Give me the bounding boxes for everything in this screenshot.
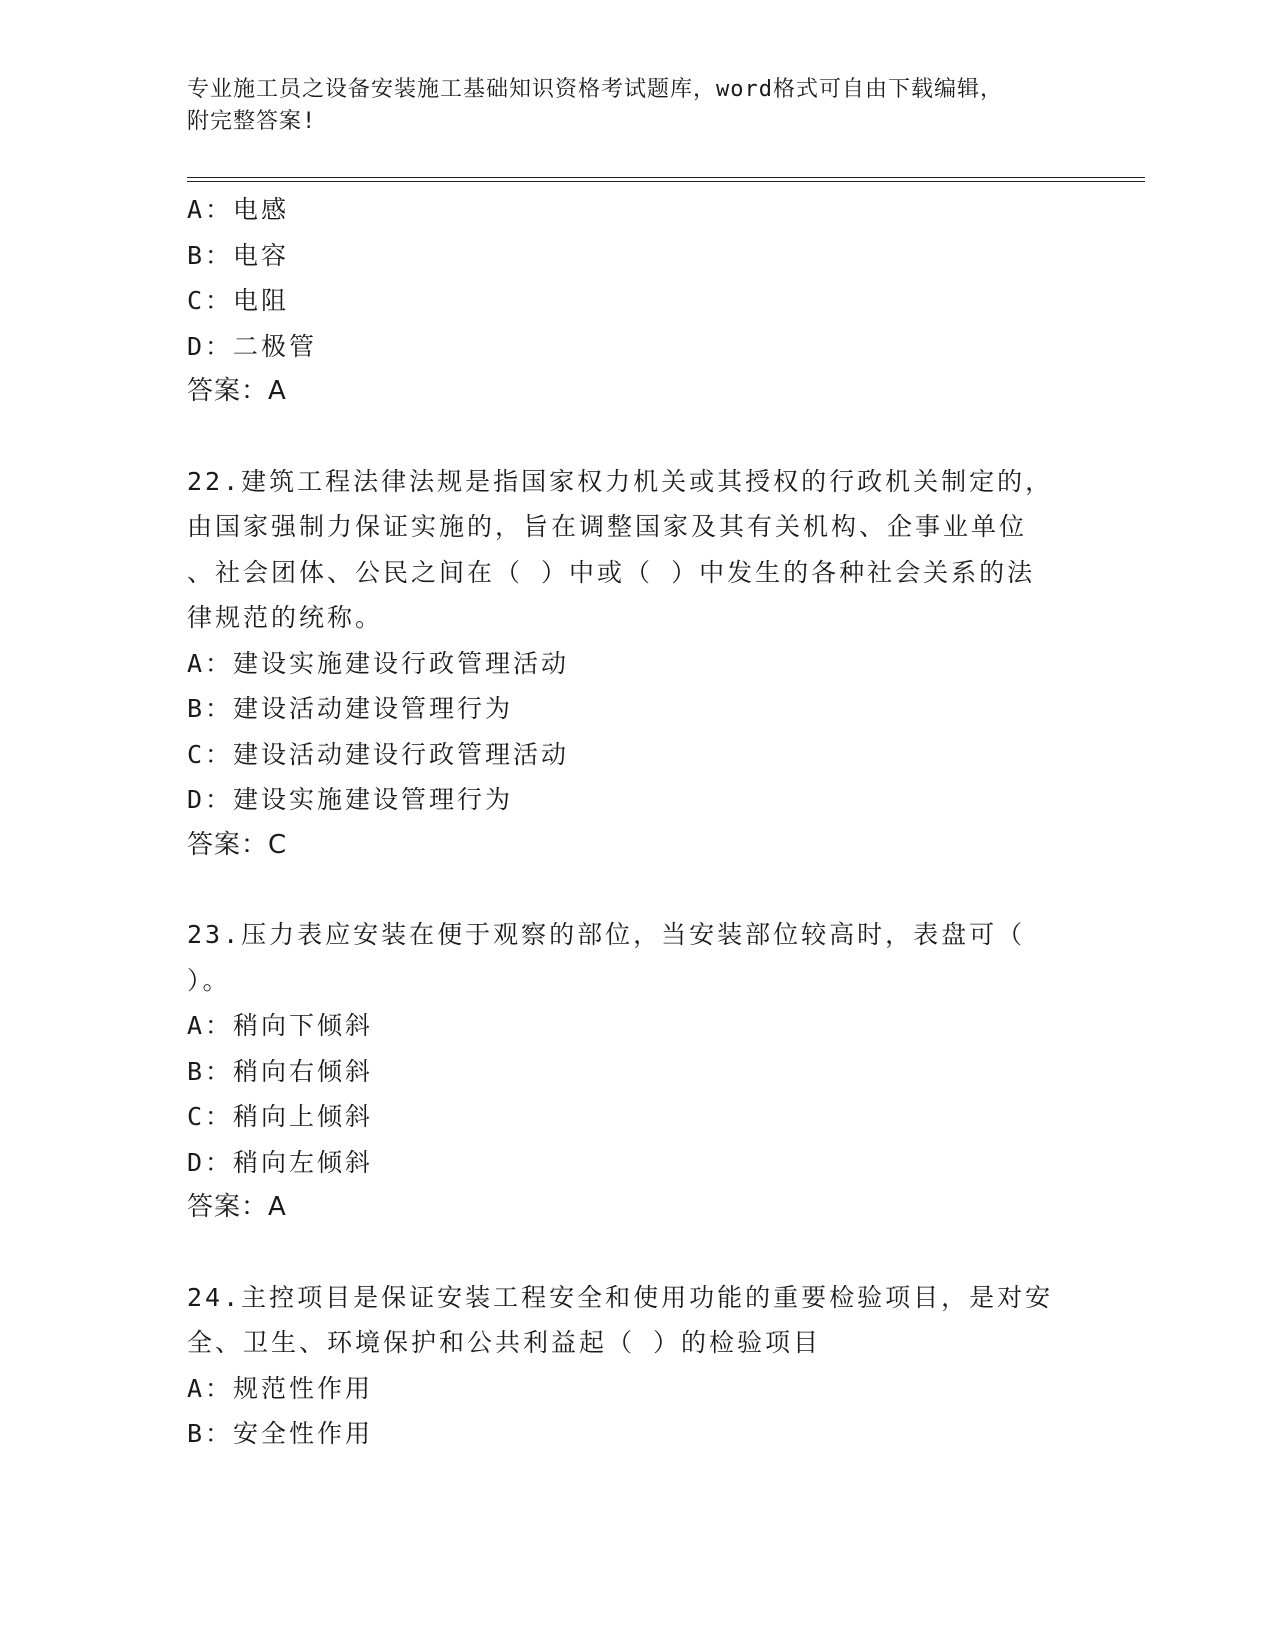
option-a: A：稍向下倾斜 xyxy=(187,1011,374,1040)
question-text xyxy=(187,459,1087,641)
answer: 答案：A xyxy=(187,1192,287,1222)
question-text xyxy=(187,1275,1087,1366)
question-text xyxy=(187,912,1087,1003)
header-rule-bottom xyxy=(187,181,1145,182)
spacer xyxy=(187,1231,1087,1275)
option-b: B：稍向右倾斜 xyxy=(187,1056,374,1086)
question-line: 由国家强制力保证实施的，旨在调整国家及其有关机构、企事业单位 xyxy=(187,512,1028,541)
option-b: B：安全性作用 xyxy=(187,1419,374,1448)
option-a: A：建设实施建设行政管理活动 xyxy=(187,648,570,678)
option-c: C：稍向上倾斜 xyxy=(187,1102,374,1131)
option-a: A：电感 xyxy=(187,195,290,224)
question-line: ）。 xyxy=(187,965,231,995)
question-23 xyxy=(187,912,1087,1231)
spacer xyxy=(187,868,1087,912)
option-d: D：二极管 xyxy=(187,331,318,361)
question-line: 、社会团体、公民之间在（ ）中或（ ）中发生的各种社会关系的法 xyxy=(187,557,1036,587)
option-b: B：电容 xyxy=(187,240,290,270)
option-c: C：电阻 xyxy=(187,286,290,315)
document-body xyxy=(187,187,1087,1457)
header-line-2: 附完整答案! xyxy=(187,109,317,134)
question-22 xyxy=(187,459,1087,869)
option-b: B：建设活动建设管理行为 xyxy=(187,694,514,723)
header-line-1: 专业施工员之设备安装施工基础知识资格考试题库，word格式可自由下载编辑， xyxy=(187,77,1003,102)
spacer xyxy=(187,415,1087,459)
document-header xyxy=(187,74,1067,138)
option-c: C：建设活动建设行政管理活动 xyxy=(187,739,570,769)
question-line: 23.压力表应安装在便于观察的部位，当安装部位较高时，表盘可（ xyxy=(187,920,1026,949)
question-24 xyxy=(187,1275,1087,1457)
question-line: 律规范的统称。 xyxy=(187,603,384,632)
option-a: A：规范性作用 xyxy=(187,1373,374,1403)
answer: 答案：A xyxy=(187,376,287,406)
option-d: D：建设实施建设管理行为 xyxy=(187,785,514,814)
question-line: 全、卫生、环境保护和公共利益起（ ）的检验项目 xyxy=(187,1328,822,1357)
question-line: 24.主控项目是保证安装工程安全和使用功能的重要检验项目，是对安 xyxy=(187,1282,1054,1312)
header-rule-top xyxy=(187,177,1145,178)
option-d: D：稍向左倾斜 xyxy=(187,1147,374,1177)
answer: 答案：C xyxy=(187,829,288,860)
question-21 xyxy=(187,187,1087,415)
question-line: 22.建筑工程法律法规是指国家权力机关或其授权的行政机关制定的， xyxy=(187,466,1054,496)
